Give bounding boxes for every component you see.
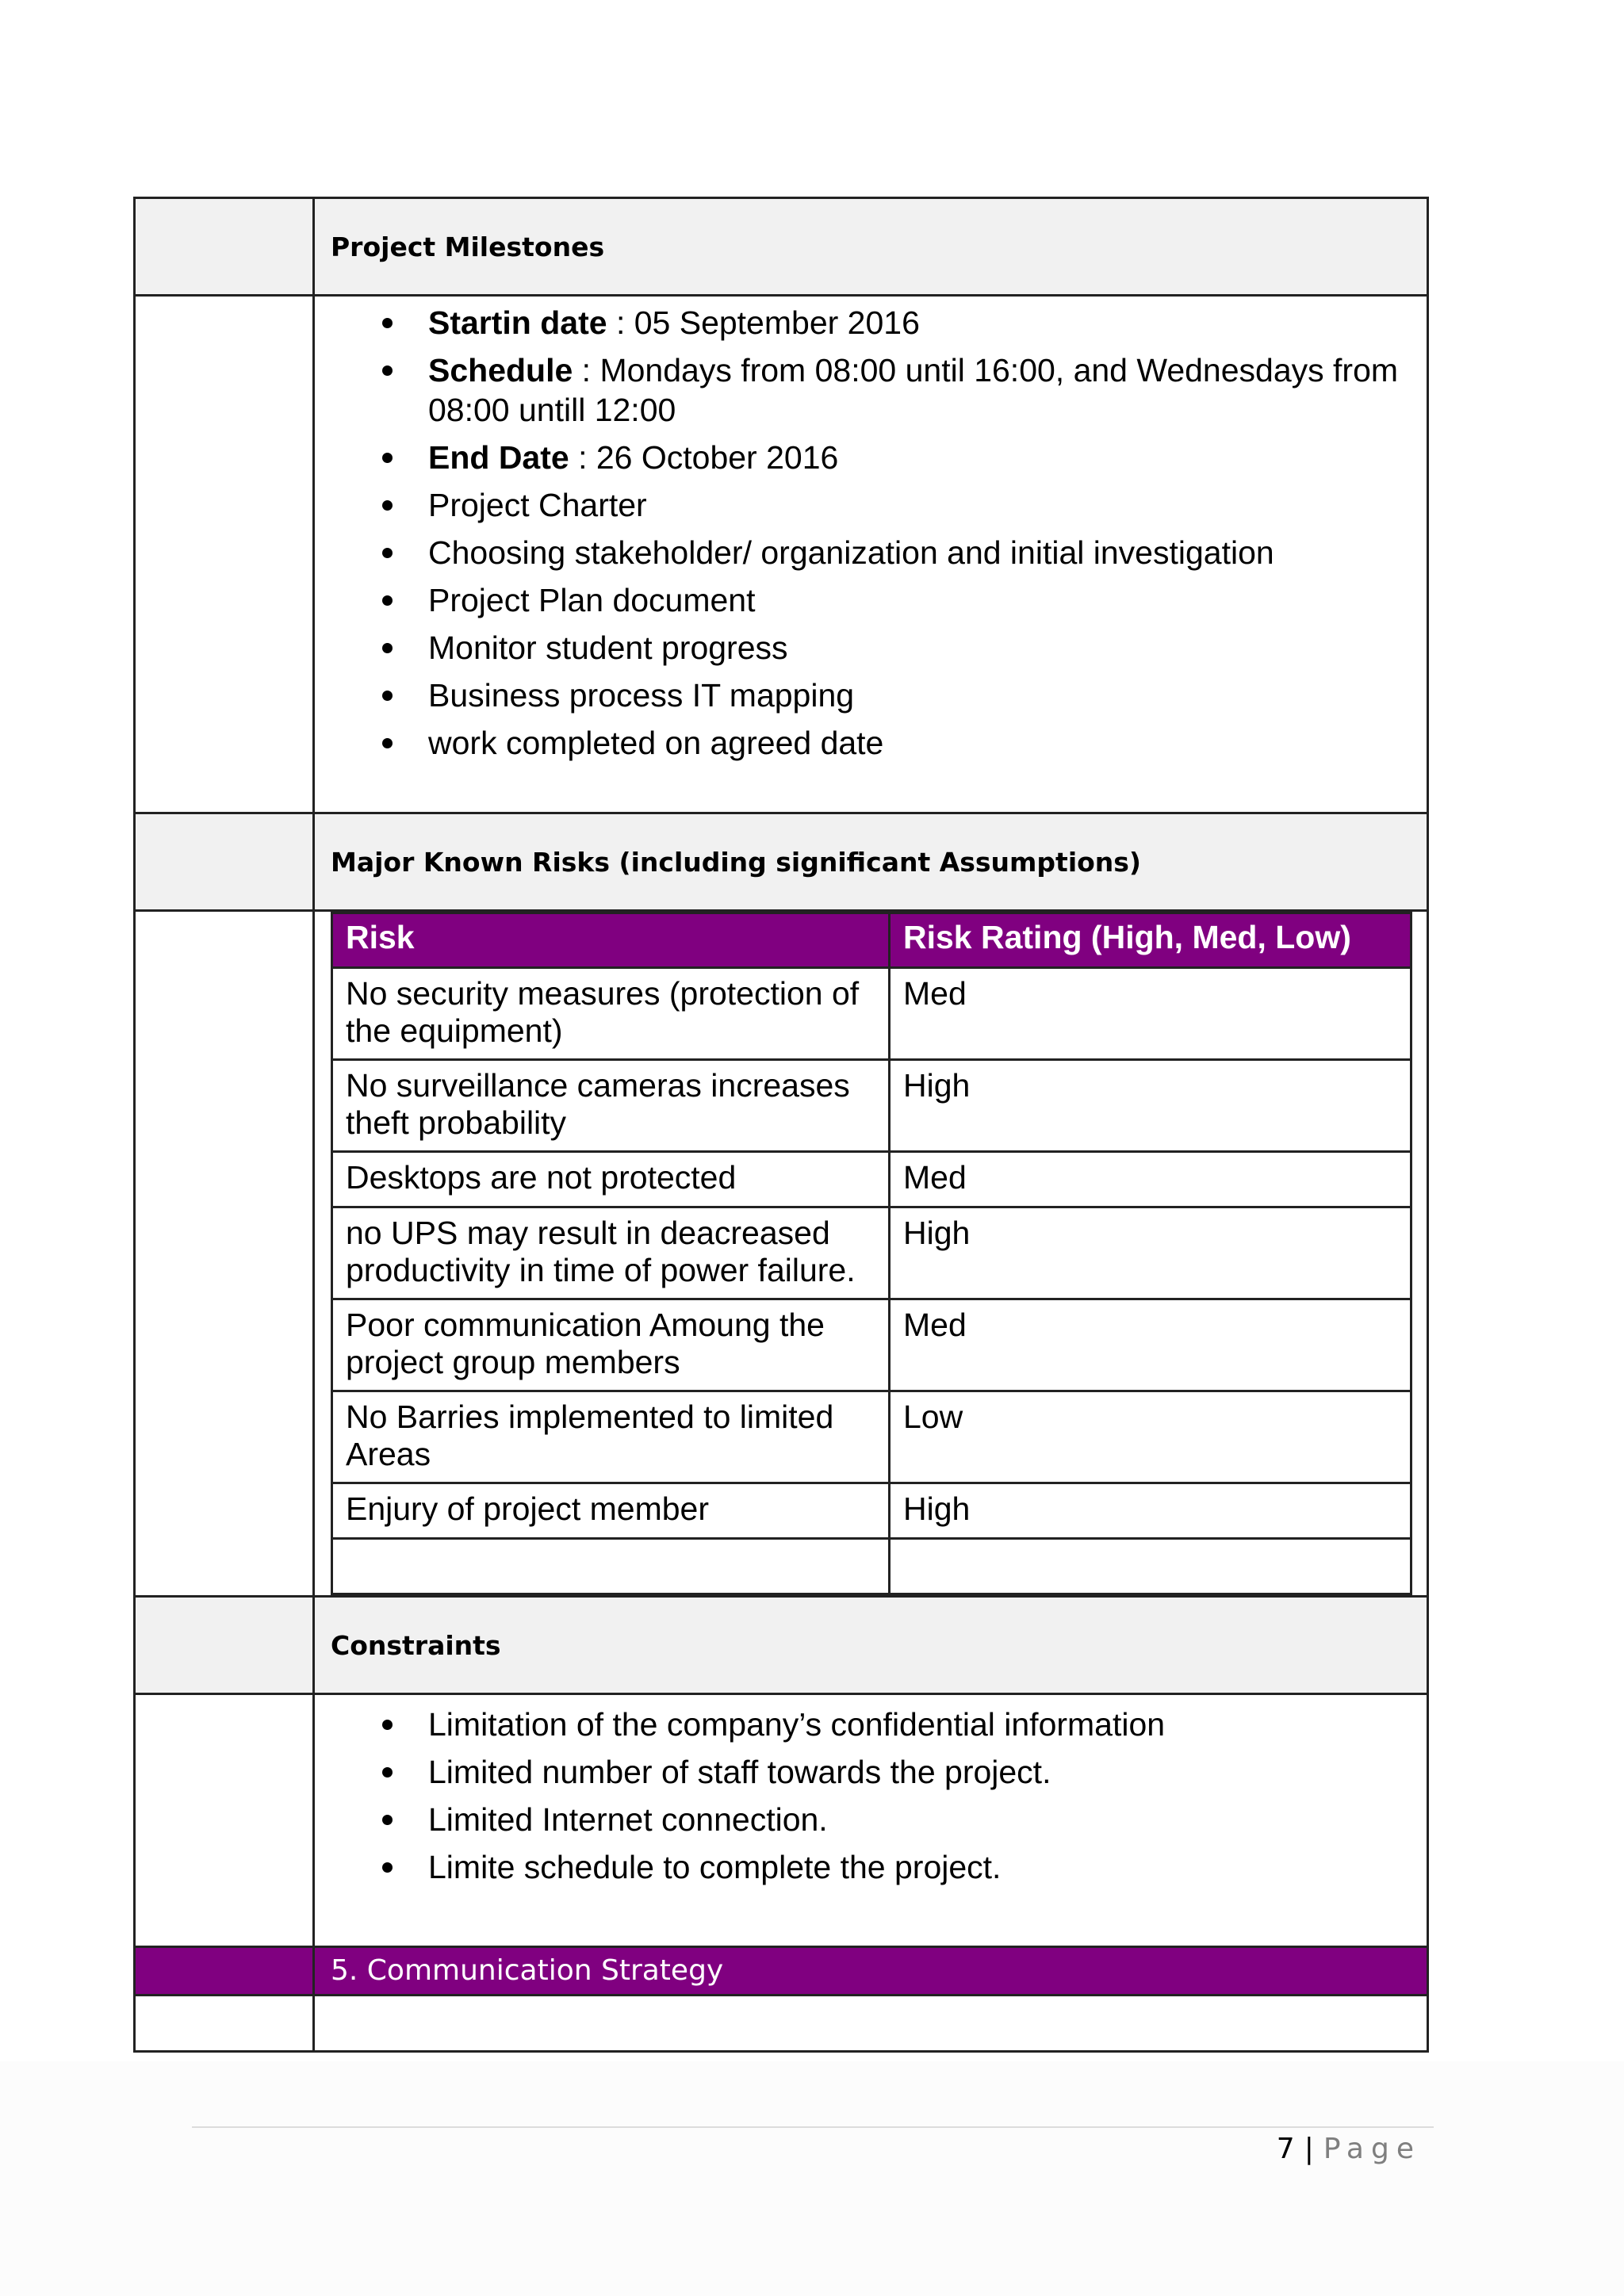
label-cell [135, 296, 314, 813]
milestones-header-cell [314, 198, 1428, 296]
milestones-content-cell [314, 296, 1428, 813]
milestone-item-text: Monitor student progress [428, 629, 788, 666]
constraint-item: Limitation of the company’s confidential information [428, 1705, 1411, 1744]
milestone-item-text: : 26 October 2016 [569, 439, 839, 476]
risk-row [332, 1152, 1411, 1207]
milestone-item-text: : Mondays from 08:00 until 16:00, and Wednesdays from 08:00 untill 12:00 [428, 352, 1399, 428]
footer-separator: | [1304, 2133, 1314, 2165]
communication-content-cell [314, 1996, 1428, 2052]
constraint-item: Limite schedule to complete the project. [428, 1847, 1411, 1887]
risk-row [332, 1483, 1411, 1539]
risk-rating-cell: High [890, 1483, 1411, 1539]
milestone-item-text: work completed on agreed date [428, 725, 884, 761]
milestones-header-row [135, 198, 1428, 296]
milestone-item-text: Choosing stakeholder/ organization and initial investigation [428, 534, 1274, 571]
risk-rating-cell: Med [890, 1152, 1411, 1207]
risk-row [332, 1207, 1411, 1299]
risk-row [332, 1391, 1411, 1483]
risk-column-header: Risk [332, 913, 890, 968]
risk-description-cell [332, 1539, 890, 1594]
risk-description-cell: No surveillance cameras increases theft probability [332, 1060, 890, 1152]
milestone-item [428, 485, 1411, 525]
constraints-title: Constraints [331, 1629, 501, 1661]
label-cell [135, 198, 314, 296]
risks-content-cell [314, 911, 1428, 1597]
risks-header-row [135, 813, 1428, 911]
milestone-item [428, 628, 1411, 668]
milestones-content-row [135, 296, 1428, 813]
constraint-item: Limited number of staff towards the project. [428, 1752, 1411, 1792]
milestone-item [428, 533, 1411, 572]
milestone-item [428, 723, 1411, 763]
page-number: 7 [1276, 2133, 1295, 2165]
label-cell [135, 911, 314, 1597]
milestone-item-label: Schedule [428, 352, 573, 388]
milestone-item-label: End Date [428, 439, 569, 476]
milestone-item [428, 675, 1411, 715]
communication-title: 5. Communication Strategy [331, 1954, 724, 1987]
constraints-list [315, 1695, 1427, 1887]
risk-description-cell: no UPS may result in deacreased productivity in time of power failure. [332, 1207, 890, 1299]
risk-rating-cell: High [890, 1207, 1411, 1299]
milestones-title: Project Milestones [331, 231, 605, 262]
risk-description-cell: No security measures (protection of the equipment) [332, 968, 890, 1060]
page-footer [1277, 2130, 1421, 2169]
constraints-header-row [135, 1597, 1428, 1694]
label-cell [135, 1597, 314, 1694]
risk-rating-cell: High [890, 1060, 1411, 1152]
constraints-header-cell [314, 1597, 1428, 1694]
page-word: Page [1323, 2133, 1421, 2165]
milestones-list [315, 297, 1427, 763]
milestone-item [428, 350, 1411, 430]
project-plan-table [133, 197, 1429, 2053]
constraints-content-cell [314, 1694, 1428, 1947]
risks-title: Major Known Risks (including significant Assumptions) [331, 846, 1142, 878]
risk-row [332, 968, 1411, 1060]
risk-rating-cell: Med [890, 968, 1411, 1060]
risk-description-cell: Desktops are not protected [332, 1152, 890, 1207]
footer-divider [192, 2126, 1434, 2128]
page-bottom-shade [0, 2061, 1624, 2296]
risk-description-cell: Enjury of project member [332, 1483, 890, 1539]
label-cell [135, 1996, 314, 2052]
milestone-item-text: Business process IT mapping [428, 677, 855, 714]
risk-description-cell: No Barries implemented to limited Areas [332, 1391, 890, 1483]
risk-rating-cell: Med [890, 1299, 1411, 1391]
label-cell [135, 1947, 314, 1996]
milestone-item-text: : 05 September 2016 [607, 304, 920, 341]
risks-header-cell [314, 813, 1428, 911]
communication-section-row [135, 1947, 1428, 1996]
risk-rating-cell [890, 1539, 1411, 1594]
label-cell [135, 813, 314, 911]
milestone-item-text: Project Charter [428, 487, 647, 523]
risk-row [332, 1539, 1411, 1594]
milestone-item-label: Startin date [428, 304, 607, 341]
risk-rating-cell: Low [890, 1391, 1411, 1483]
communication-content-row [135, 1996, 1428, 2052]
milestone-item [428, 580, 1411, 620]
risk-description-cell: Poor communication Amoung the project group members [332, 1299, 890, 1391]
risks-content-row [135, 911, 1428, 1597]
milestone-item [428, 438, 1411, 477]
milestone-item-text: Project Plan document [428, 582, 756, 618]
constraints-content-row [135, 1694, 1428, 1947]
constraint-item: Limited Internet connection. [428, 1800, 1411, 1839]
risk-row [332, 1060, 1411, 1152]
label-cell [135, 1694, 314, 1947]
milestone-item [428, 303, 1411, 342]
risk-table [331, 912, 1412, 1595]
risk-rating-column-header: Risk Rating (High, Med, Low) [890, 913, 1411, 968]
risk-table-header-row [332, 913, 1411, 968]
risk-row [332, 1299, 1411, 1391]
communication-header-cell [314, 1947, 1428, 1996]
